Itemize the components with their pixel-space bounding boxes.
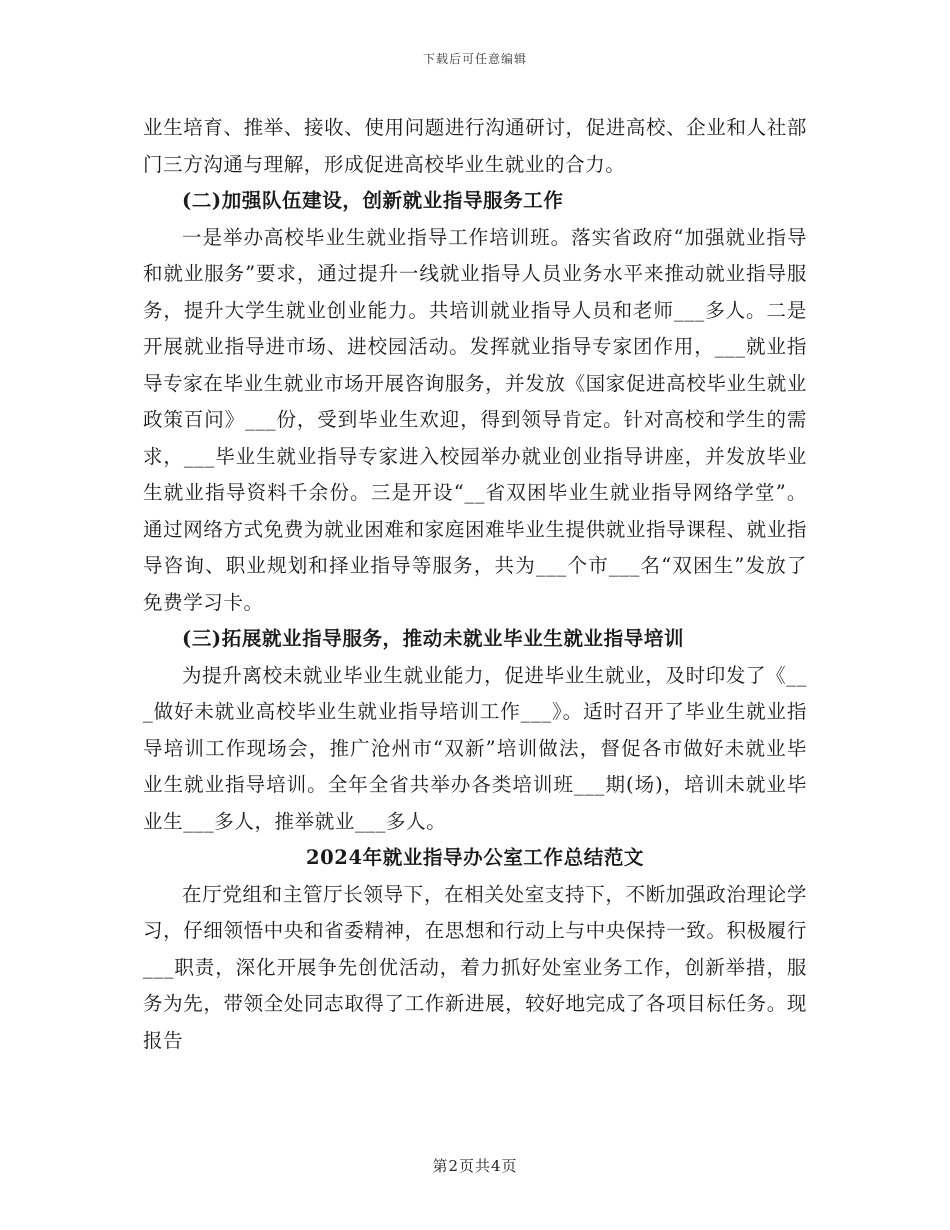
page-number: 第2页共4页 — [432, 1157, 518, 1175]
section-heading-2: (二)加强队伍建设，创新就业指导服务工作 — [182, 189, 564, 212]
paragraph-summary: 在厅党组和主管厅长领导下，在相关处室支持下，不断加强政治理论学习，仔细领悟中央和省委精神，在思想和行动上与中央保持一致。积极履行___职责，深化开展争先创优活动，着力抓好处室业务工作，创新举措，服务为先，带领全处同志取得了工作新进展，较好地完成了各项目标任务。现报告 — [143, 882, 807, 1052]
header-note: 下载后可任意编辑 — [422, 52, 527, 66]
paragraph-intro: 业生培育、推举、接收、使用问题进行沟通研讨，促进高校、企业和人社部门三方沟通与理解，形成促进高校毕业生就业的合力。 — [143, 116, 807, 176]
paragraph-section-2: 一是举办高校毕业生就业指导工作培训班。落实省政府“加强就业指导和就业服务”要求，通过提升一线就业指导人员业务水平来推动就业指导服务，提升大学生就业创业能力。共培训就业指导人员和老师___多人。二是开展就业指导进市场、进校园活动。发挥就业指导专家团作用，___就业指导专家在毕业生就业市场开展咨询服务，并发放《国家促进高校毕业生就业政策百问》___份，受到毕业生欢迎，得到领导肯定。针对高校和学生的需求，___毕业生就业指导专家进入校园举办就业创业指导讲座，并发放毕业生就业指导资料千余份。三是开设“__省双困毕业生就业指导网络学堂”。通过网络方式免费为就业困难和家庭困难毕业生提供就业指导课程、就业指导咨询、职业规划和择业指导等服务，共为___个市___名“双困生”发放了免费学习卡。 — [143, 225, 807, 614]
document-title: 2024年就业指导办公室工作总结范文 — [305, 846, 645, 869]
section-heading-3: (三)拓展就业指导服务，推动未就业毕业生就业指导培训 — [182, 627, 685, 650]
paragraph-section-3: 为提升离校未就业毕业生就业能力，促进毕业生就业，及时印发了《___做好未就业高校毕业生就业指导培训工作___》。适时召开了毕业生就业指导培训工作现场会，推广沧州市“双新”培训做法，督促各市做好未就业毕业生就业指导培训。全年全省共举办各类培训班___期(场)，培训未就业毕业生___多人，推举就业___多人。 — [143, 663, 807, 833]
document-body — [143, 110, 807, 1059]
